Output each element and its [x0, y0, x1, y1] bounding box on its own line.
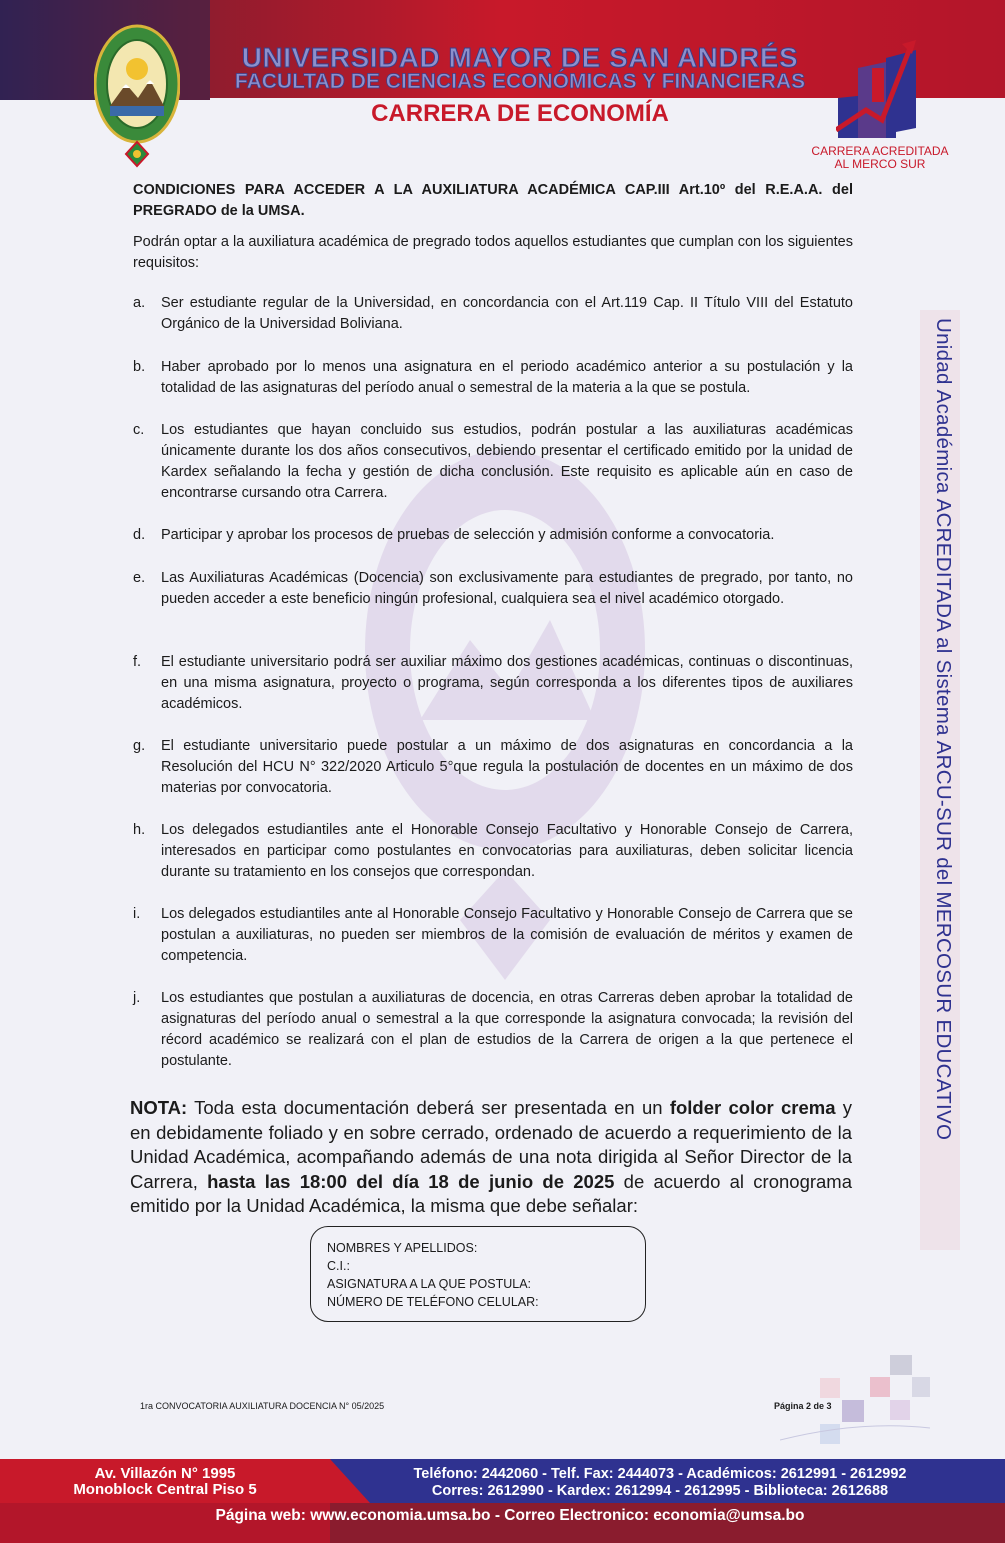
requirement-letter: b. — [133, 359, 146, 375]
requirement-item — [133, 736, 853, 799]
address-line1: Av. Villazón N° 1995 — [94, 1465, 236, 1482]
accreditation-chart-logo — [836, 38, 918, 140]
accreditation-line1: CARRERA ACREDITADA — [811, 144, 949, 158]
requirement-letter: c. — [133, 422, 145, 438]
address-line2: Monoblock Central Piso 5 — [73, 1481, 257, 1498]
footer-address — [60, 1466, 270, 1498]
faculty-title: FACULTAD DE CIENCIAS ECONÓMICAS Y FINANCIERAS — [234, 70, 806, 93]
footer-web-email[interactable]: Página web: www.economia.umsa.bo - Correo Electronico: economia@umsa.bo — [215, 1507, 805, 1524]
accreditation-line2: AL MERCO SUR — [834, 157, 926, 171]
requirement-letter: h. — [133, 822, 146, 838]
requirement-item — [133, 420, 853, 504]
nota-paragraph — [130, 1096, 852, 1219]
requirement-text: Ser estudiante regular de la Universidad, en concordancia con el Art.119 Cap. II Título VIII del Estatuto Orgánico de la Universidad Boliviana. — [161, 295, 853, 332]
page-number: Página 2 de 3 — [774, 1401, 832, 1411]
box-names-line: NOMBRES Y APELLIDOS: — [327, 1241, 478, 1255]
nota-label: NOTA: — [130, 1097, 188, 1118]
conditions-title: CONDICIONES PARA ACCEDER A LA AUXILIATURA ACADÉMICA CAP.III Art.10º del R.E.A.A. del PREGRADO de la UMSA. — [133, 182, 853, 219]
box-ci-line: C.I.: — [327, 1259, 350, 1273]
requirement-text: El estudiante universitario podrá ser auxiliar máximo dos gestiones académicas, continuas o discontinuas, en una misma asignatura, proyecto o programa, según corresponda a los diferentes tipos de auxiliares académicos. — [161, 654, 853, 712]
requirement-text: Las Auxiliaturas Académicas (Docencia) son exclusivamente para estudiantes de pregrado, por tanto, no pueden acceder a este beneficio ningún profesional, cualquiera sea el nivel académico otorgado. — [161, 570, 853, 607]
call-reference: 1ra CONVOCATORIA AUXILIATURA DOCENCIA N° 05/2025 — [140, 1401, 385, 1411]
requirement-item — [133, 357, 853, 399]
requirement-text: El estudiante universitario puede postular a un máximo de dos asignaturas en concordancia a la Resolución del HCU N° 322/2020 Articulo 5°que regula la postulación de docentes en un máximo de dos materias por convocatoria. — [161, 738, 853, 796]
requirement-letter: d. — [133, 527, 146, 543]
box-phone-line: NÚMERO DE TELÉFONO CELULAR: — [327, 1295, 539, 1309]
requirement-text: Los delegados estudiantiles ante al Honorable Consejo Facultativo y Honorable Consejo de Carrera que se postulan a auxiliaturas, no pueden ser miembros de la comisión de evaluación de méritos y examen de competencia. — [161, 906, 853, 964]
requirement-item — [133, 988, 853, 1072]
footer-phones — [370, 1466, 950, 1500]
requirement-letter: e. — [133, 570, 146, 586]
requirement-letter: j. — [133, 990, 141, 1006]
accreditation-label — [800, 145, 960, 171]
envelope-label-box — [310, 1226, 646, 1322]
requirement-text: Los delegados estudiantiles ante el Honorable Consejo Facultativo y Honorable Consejo de Carrera, interesados en participar como postulantes en convocatorias para auxiliaturas, deben solicitar licencia durante su tratamiento en los consejos que correspondan. — [161, 822, 853, 880]
requirement-item — [133, 568, 853, 610]
university-title: UNIVERSIDAD MAYOR DE SAN ANDRÉS — [241, 42, 799, 73]
requirement-letter: a. — [133, 295, 146, 311]
requirement-item — [133, 904, 853, 967]
requirement-item — [133, 293, 853, 335]
career-title: CARRERA DE ECONOMÍA — [371, 100, 669, 127]
requirement-text: Haber aprobado por lo menos una asignatura en el periodo académico anterior a su postulación y la totalidad de las asignaturas del período anual o semestral de la materia a la que se postula. — [161, 359, 853, 396]
umsa-crest-logo — [94, 14, 180, 174]
requirement-letter: f. — [133, 654, 142, 670]
requirement-item — [133, 652, 853, 715]
phones-line2: Corres: 2612990 - Kardex: 2612994 - 2612995 - Biblioteca: 2612688 — [431, 1483, 889, 1499]
requirement-item — [133, 525, 853, 546]
decorative-pixel-squares — [780, 1350, 930, 1450]
requirement-item — [133, 820, 853, 883]
requirement-letter: g. — [133, 738, 146, 754]
intro-paragraph: Podrán optar a la auxiliatura académica de pregrado todos aquellos estudiantes que cumplan con los siguientes requisitos: — [133, 234, 853, 271]
accreditation-side-banner: Unidad Académica ACREDITADA al Sistema ARCU-SUR del MERCOSUR EDUCATIVO — [932, 318, 955, 1141]
nota-folder: folder color crema — [669, 1097, 836, 1118]
nota-text-2: y en debidamente foliado y en sobre cerrado, ordenado de acuerdo a requerimiento de la Unidad Académica, acompañando además de una nota dirigida al Señor Director de la Carrera, — [130, 1097, 853, 1192]
requirement-text: Participar y aprobar los procesos de pruebas de selección y admisión conforme a convocatoria. — [161, 527, 775, 543]
nota-deadline: hasta las 18:00 del día 18 de junio de 2025 — [207, 1170, 615, 1192]
nota-text-1: Toda esta documentación deberá ser presentada en un — [187, 1097, 670, 1118]
phones-line1: Teléfono: 2442060 - Telf. Fax: 2444073 - Académicos: 2612991 - 2612992 — [413, 1466, 907, 1482]
requirement-letter: i. — [133, 906, 141, 922]
requirement-text: Los estudiantes que hayan concluido sus estudios, podrán postular a las auxiliaturas académicas únicamente durante los dos años consecutivos, debiendo presentar el certificado emitido por la unidad de Kardex señalando la fecha y gestión de dicha conclusión. Este requisito es aplicable aún en caso de encontrarse cursando otra Carrera. — [161, 422, 853, 501]
nota-text-3: de acuerdo al cronograma emitido por la Unidad Académica, la misma que debe señalar: — [130, 1170, 853, 1216]
box-subject-line: ASIGNATURA A LA QUE POSTULA: — [327, 1277, 532, 1291]
requirement-text: Los estudiantes que postulan a auxiliaturas de docencia, en otras Carreras deben aprobar la totalidad de asignaturas del período anual o semestral a la que corresponde la asignatura convocada; la revisión del récord académico se realizará con el plan de estudios de la Carrera de origen a la que pertenece el postulante. — [161, 990, 853, 1069]
